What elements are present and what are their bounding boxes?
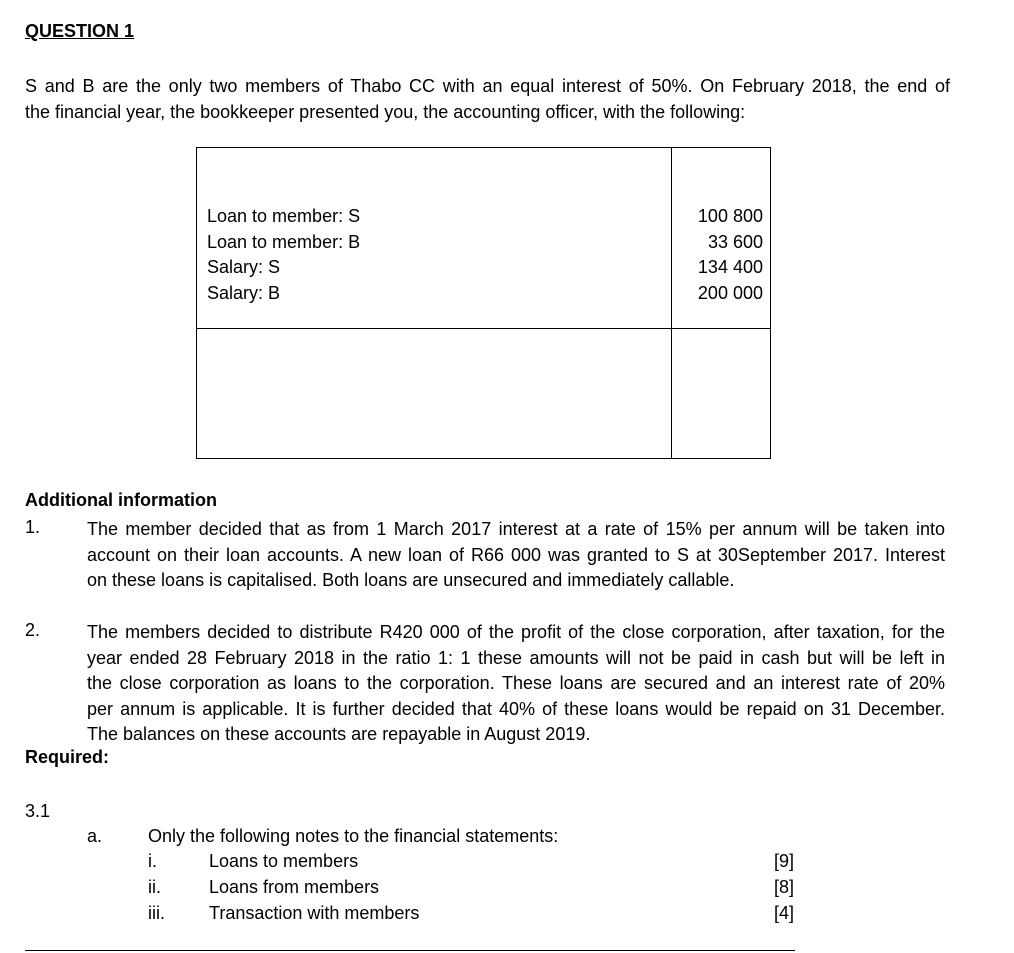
paragraph-line: The member decided that as from 1 March 2017 interest at a rate of 15% per annum will be taken into	[87, 519, 945, 539]
table-row-label: Salary: B	[207, 282, 281, 303]
item-number: 2.	[25, 620, 41, 640]
table-labels	[207, 204, 360, 306]
table-row-value: 100 800	[697, 206, 763, 226]
intro-paragraph	[25, 74, 950, 125]
paragraph-line: account on their loan accounts. A new loan of R66 000 was granted to S at 30September 2017. Interest	[87, 544, 945, 565]
balances-table	[196, 147, 771, 459]
paragraph-line: per annum is applicable. It is further decided that 40% of these loans would be repaid on 31 December.	[87, 698, 945, 719]
additional-item-2	[87, 620, 945, 748]
intro-line: the financial year, the bookkeeper presented you, the accounting officer, with the following:	[25, 101, 746, 122]
note-item: Loans to members	[209, 851, 359, 871]
note-item: Transaction with members	[209, 903, 420, 923]
item-number: 1.	[25, 517, 41, 537]
bottom-divider	[25, 950, 795, 951]
table-values	[698, 204, 763, 306]
table-column-divider	[671, 148, 672, 458]
table-row-value: 33 600	[707, 231, 763, 252]
additional-item-1	[87, 517, 945, 594]
question-title: QUESTION 1	[25, 21, 135, 41]
marks-badge: [8]	[773, 877, 794, 897]
sub-question-text: Only the following notes to the financial statements:	[148, 826, 559, 846]
paragraph-line: The balances on these accounts are repayable in August 2019.	[87, 724, 591, 744]
additional-info-heading: Additional information	[25, 490, 217, 510]
roman-numeral: i.	[148, 851, 157, 871]
roman-numeral: ii.	[148, 877, 161, 897]
table-row-value: 134 400	[697, 257, 763, 277]
section-number: 3.1	[25, 801, 51, 821]
table-row-label: Loan to member: B	[207, 231, 361, 252]
required-heading: Required:	[25, 747, 110, 767]
marks-badge: [4]	[773, 903, 794, 923]
table-row-value: 200 000	[697, 282, 763, 303]
paragraph-line: on these loans is capitalised. Both loans are unsecured and immediately callable.	[87, 570, 735, 590]
paragraph-line: the close corporation as loans to the corporation. These loans are secured and an interest rate of 20%	[87, 673, 945, 693]
table-row-label: Salary: S	[207, 257, 281, 277]
note-item: Loans from members	[209, 877, 380, 897]
paragraph-line: year ended 28 February 2018 in the ratio 1: 1 these amounts will not be paid in cash but will be left in	[87, 647, 945, 668]
paragraph-line: The members decided to distribute R420 000 of the profit of the close corporation, after taxation, for the	[87, 622, 945, 642]
marks-badge: [9]	[773, 851, 794, 871]
roman-numeral: iii.	[148, 903, 165, 923]
sub-question-letter: a.	[87, 826, 103, 846]
table-row-label: Loan to member: S	[207, 206, 361, 226]
intro-line: S and B are the only two members of Thabo CC with an equal interest of 50%. On February 2018, the end of	[25, 76, 950, 96]
table-row-divider	[197, 328, 770, 329]
